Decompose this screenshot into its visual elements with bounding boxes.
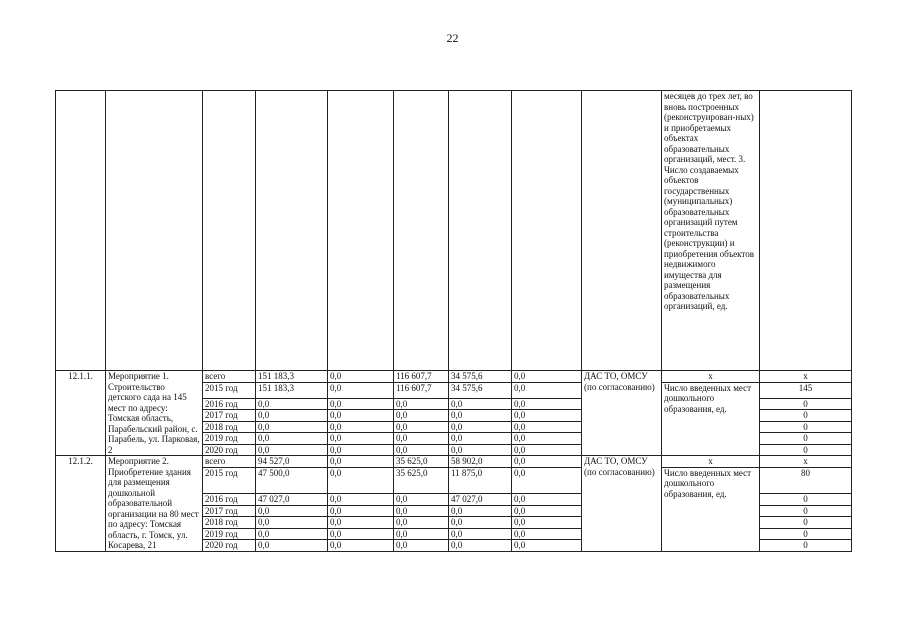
amount-local: 0,0 [449, 433, 512, 445]
amount-federal: 0,0 [328, 528, 394, 540]
amount-federal: 0,0 [328, 444, 394, 456]
period-label: 2020 год [203, 444, 256, 456]
cell-empty [203, 91, 256, 371]
indicator-value: 145 [760, 382, 852, 398]
indicator-value: 0 [760, 444, 852, 456]
amount-local: 34 575,6 [449, 371, 512, 383]
cell-empty [106, 91, 203, 371]
amount-federal: 0,0 [328, 382, 394, 398]
cell-empty [328, 91, 394, 371]
continuation-row [56, 91, 852, 371]
amount-extra: 0,0 [512, 540, 582, 552]
amount-extra: 0,0 [512, 410, 582, 422]
amount-regional: 0,0 [394, 398, 449, 410]
amount-extra: 0,0 [512, 433, 582, 445]
indicator-name-header: х [662, 371, 760, 383]
indicator-value: х [760, 456, 852, 468]
amount-federal: 0,0 [328, 398, 394, 410]
amount-extra: 0,0 [512, 371, 582, 383]
amount-total: 151 183,3 [256, 371, 328, 383]
amount-total: 47 500,0 [256, 467, 328, 494]
amount-regional: 116 607,7 [394, 371, 449, 383]
amount-federal: 0,0 [328, 540, 394, 552]
amount-local: 0,0 [449, 398, 512, 410]
indicator-value: 0 [760, 540, 852, 552]
amount-regional: 35 625,0 [394, 467, 449, 494]
amount-extra: 0,0 [512, 398, 582, 410]
amount-federal: 0,0 [328, 410, 394, 422]
amount-federal: 0,0 [328, 467, 394, 494]
amount-extra: 0,0 [512, 494, 582, 506]
amount-regional: 0,0 [394, 517, 449, 529]
cell-empty [394, 91, 449, 371]
amount-federal: 0,0 [328, 433, 394, 445]
indicator-value: 0 [760, 517, 852, 529]
amount-extra: 0,0 [512, 382, 582, 398]
amount-local: 0,0 [449, 505, 512, 517]
indicator-value: 0 [760, 410, 852, 422]
period-label: 2019 год [203, 528, 256, 540]
cell-empty [582, 91, 662, 371]
period-label: 2020 год [203, 540, 256, 552]
period-label: всего [203, 371, 256, 383]
amount-regional: 0,0 [394, 421, 449, 433]
indicator-value: 0 [760, 433, 852, 445]
period-label: 2015 год [203, 382, 256, 398]
amount-regional: 0,0 [394, 528, 449, 540]
amount-local: 11 875,0 [449, 467, 512, 494]
amount-total: 0,0 [256, 505, 328, 517]
amount-total: 47 027,0 [256, 494, 328, 506]
indicator-name: Число введенных мест дошкольного образования, ед. [662, 382, 760, 456]
period-label: 2016 год [203, 494, 256, 506]
amount-total: 151 183,3 [256, 382, 328, 398]
indicator-value: 80 [760, 467, 852, 494]
amount-federal: 0,0 [328, 505, 394, 517]
amount-local: 0,0 [449, 528, 512, 540]
amount-federal: 0,0 [328, 517, 394, 529]
cell-empty [760, 91, 852, 371]
budget-table [55, 90, 852, 552]
amount-local: 34 575,6 [449, 382, 512, 398]
cell-empty [512, 91, 582, 371]
amount-federal: 0,0 [328, 421, 394, 433]
amount-regional: 0,0 [394, 505, 449, 517]
amount-total: 0,0 [256, 444, 328, 456]
amount-total: 0,0 [256, 433, 328, 445]
amount-local: 0,0 [449, 540, 512, 552]
amount-federal: 0,0 [328, 371, 394, 383]
amount-regional: 0,0 [394, 444, 449, 456]
amount-federal: 0,0 [328, 456, 394, 468]
amount-extra: 0,0 [512, 421, 582, 433]
amount-local: 0,0 [449, 444, 512, 456]
page-number: 22 [446, 31, 459, 45]
amount-total: 0,0 [256, 540, 328, 552]
amount-local: 0,0 [449, 410, 512, 422]
cell-empty [256, 91, 328, 371]
amount-local: 47 027,0 [449, 494, 512, 506]
executor: ДАС ТО, ОМСУ (по согласованию) [582, 371, 662, 456]
indicator-value: х [760, 371, 852, 383]
amount-regional: 0,0 [394, 433, 449, 445]
indicator-value: 0 [760, 398, 852, 410]
indicator-continuation-text: месяцев до трех лет, во вновь построенных (реконструирован-ных) и приобретаемых объектах образовательных организаций, мест. 3. Число создаваемых объектов государственных (муниципальных) образовательных организаций путем строительства (реконструкции) и приобретения объектов недвижимого имущества для размещения образовательных организаций, ед. [662, 91, 760, 371]
activity-name: Мероприятие 2. Приобретение здания для размещения дошкольной образовательной организации на 80 мест по адресу: Томская область, г. Томск, ул. Косарева, 21 [106, 456, 203, 552]
table-row [56, 371, 852, 383]
period-label: 2018 год [203, 421, 256, 433]
amount-regional: 116 607,7 [394, 382, 449, 398]
amount-extra: 0,0 [512, 444, 582, 456]
period-label: 2015 год [203, 467, 256, 494]
period-label: 2017 год [203, 410, 256, 422]
amount-local: 58 902,0 [449, 456, 512, 468]
amount-federal: 0,0 [328, 494, 394, 506]
activity-code: 12.1.1. [56, 371, 106, 456]
amount-total: 94 527,0 [256, 456, 328, 468]
period-label: 2016 год [203, 398, 256, 410]
amount-total: 0,0 [256, 528, 328, 540]
amount-extra: 0,0 [512, 467, 582, 494]
indicator-name-header: х [662, 456, 760, 468]
amount-regional: 0,0 [394, 494, 449, 506]
amount-total: 0,0 [256, 398, 328, 410]
indicator-value: 0 [760, 505, 852, 517]
activity-name: Мероприятие 1. Строительство детского сада на 145 мест по адресу: Томская область, Парабельский район, с. Парабель, ул. Парковая, 2 [106, 371, 203, 456]
period-label: 2019 год [203, 433, 256, 445]
amount-regional: 35 625,0 [394, 456, 449, 468]
amount-regional: 0,0 [394, 540, 449, 552]
indicator-value: 0 [760, 421, 852, 433]
amount-local: 0,0 [449, 421, 512, 433]
period-label: 2017 год [203, 505, 256, 517]
period-label: всего [203, 456, 256, 468]
activity-code: 12.1.2. [56, 456, 106, 552]
period-label: 2018 год [203, 517, 256, 529]
indicator-value: 0 [760, 528, 852, 540]
amount-extra: 0,0 [512, 456, 582, 468]
amount-local: 0,0 [449, 517, 512, 529]
amount-total: 0,0 [256, 421, 328, 433]
cell-empty [56, 91, 106, 371]
cell-empty [449, 91, 512, 371]
amount-total: 0,0 [256, 517, 328, 529]
indicator-name: Число введенных мест дошкольного образования, ед. [662, 467, 760, 551]
amount-regional: 0,0 [394, 410, 449, 422]
table-row [56, 456, 852, 468]
indicator-value: 0 [760, 494, 852, 506]
amount-extra: 0,0 [512, 528, 582, 540]
amount-extra: 0,0 [512, 517, 582, 529]
executor: ДАС ТО, ОМСУ (по согласованию) [582, 456, 662, 552]
amount-total: 0,0 [256, 410, 328, 422]
amount-extra: 0,0 [512, 505, 582, 517]
